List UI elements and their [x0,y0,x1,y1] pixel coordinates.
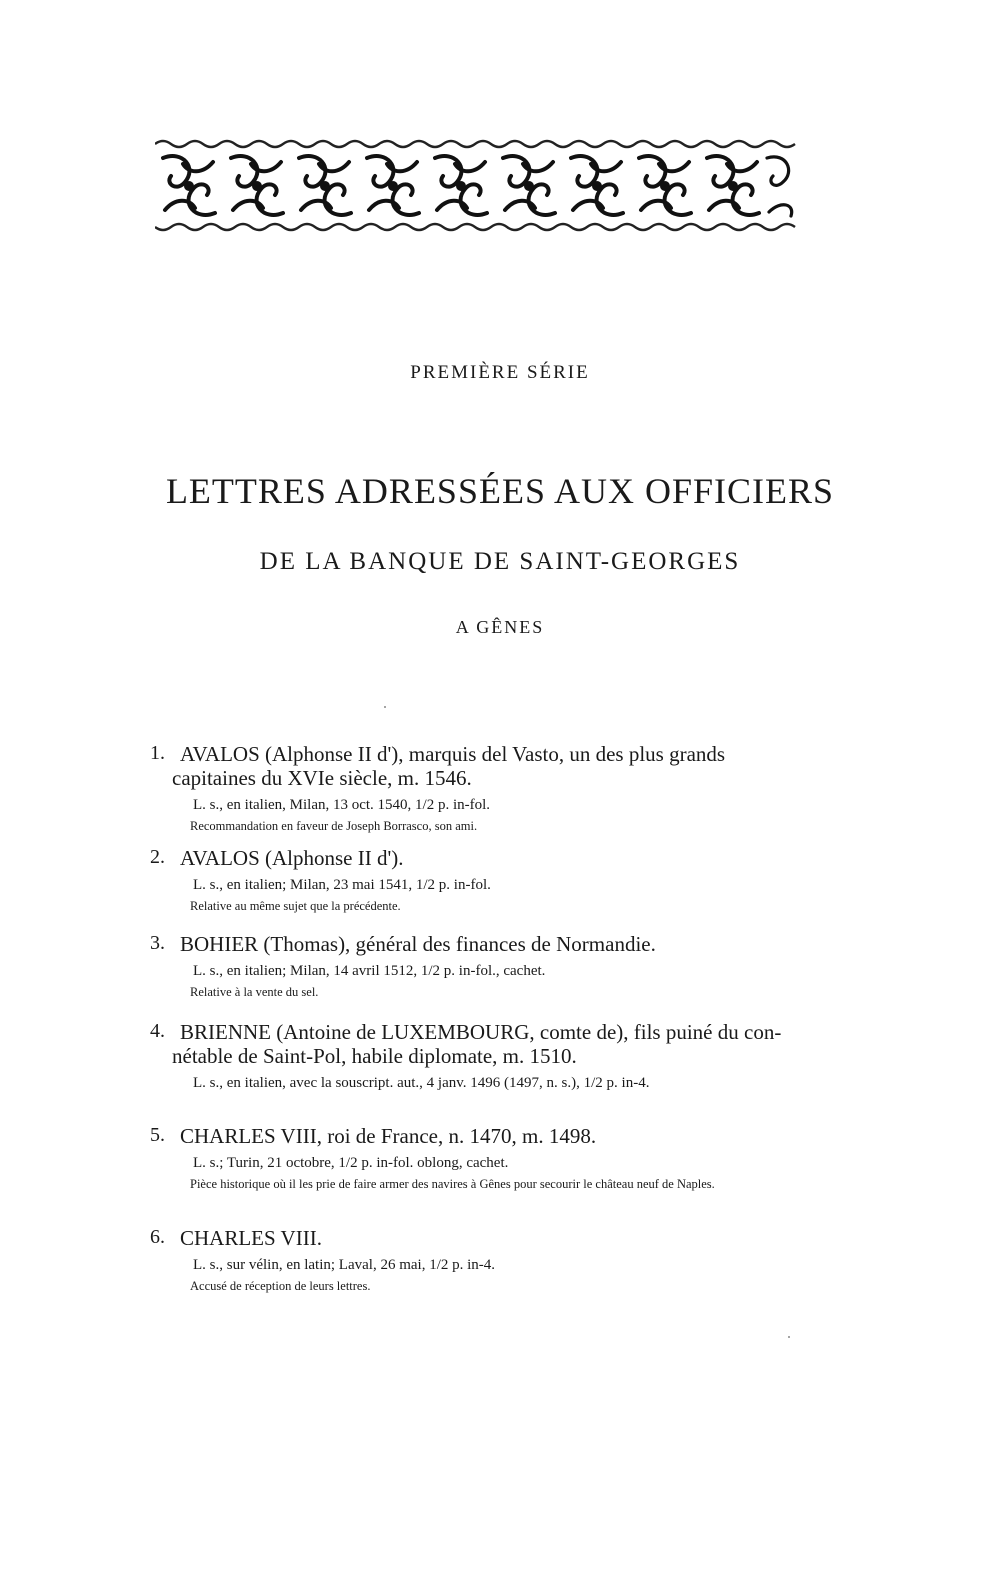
catalog-entry [150,1226,818,1294]
catalog-entry [150,742,818,834]
entry-number: 1. [150,742,165,764]
entry-detail: L. s.; Turin, 21 octobre, 1/2 p. in-fol. oblong, cachet. [193,1155,509,1171]
place-heading: A GÊNES [455,617,545,637]
entry-detail: L. s., en italien, avec la souscript. aut., 4 janv. 1496 (1497, n. s.), 1/2 p. in-4. [193,1075,650,1091]
entry-detail: L. s., en italien, Milan, 13 oct. 1540, 1/2 p. in-fol. [193,797,491,813]
entry-heading: BOHIER (Thomas), général des finances de Normandie. [180,932,656,956]
entry-note: Pièce historique où il les prie de faire armer des navires à Gênes pour secourir le château neuf de Naples. [190,1177,715,1191]
entry-note: Relative à la vente du sel. [190,985,319,999]
entry-heading-line: nétable de Saint-Pol, habile diplomate, m. 1510. [172,1044,577,1068]
print-speck [788,1336,790,1338]
series-heading: PREMIÈRE SÉRIE [410,362,590,383]
entry-detail: L. s., sur vélin, en latin; Laval, 26 mai, 1/2 p. in-4. [193,1257,496,1273]
page-title: LETTRES ADRESSÉES AUX OFFICIERS [165,471,835,511]
ornamental-headpiece [155,138,800,233]
entry-heading: CHARLES VIII. [180,1226,322,1250]
catalog-entry [150,1124,818,1192]
entry-note: Relative au même sujet que la précédente. [190,899,401,913]
entry-detail: L. s., en italien; Milan, 23 mai 1541, 1/2 p. in-fol. [193,877,491,893]
entry-heading-line: BRIENNE (Antoine de LUXEMBOURG, comte de), fils puiné du con- [180,1020,782,1044]
entry-heading: CHARLES VIII, roi de France, n. 1470, m. 1498. [180,1124,597,1148]
entry-note: Recommandation en faveur de Joseph Borrasco, son ami. [190,819,478,833]
entry-number: 2. [150,846,165,868]
entry-number: 4. [150,1020,165,1042]
entry-detail: L. s., en italien; Milan, 14 avril 1512, 1/2 p. in-fol., cachet. [193,963,546,979]
catalog-entry [150,846,818,914]
entry-number: 3. [150,932,165,954]
entry-heading-line: AVALOS (Alphonse II d'), marquis del Vasto, un des plus grands [180,742,726,766]
entry-number: 5. [150,1124,165,1146]
entry-heading: AVALOS (Alphonse II d'). [180,846,404,870]
entry-heading [172,742,818,790]
print-speck [384,706,386,708]
catalog-entry [150,932,818,1000]
catalog-entry [150,1020,818,1093]
entry-heading-line: capitaines du XVIe siècle, m. 1546. [172,766,472,790]
page-subtitle: DE LA BANQUE DE SAINT-GEORGES [259,548,741,575]
entry-number: 6. [150,1226,165,1248]
entry-heading [172,1020,818,1068]
entry-note: Accusé de réception de leurs lettres. [190,1279,371,1293]
